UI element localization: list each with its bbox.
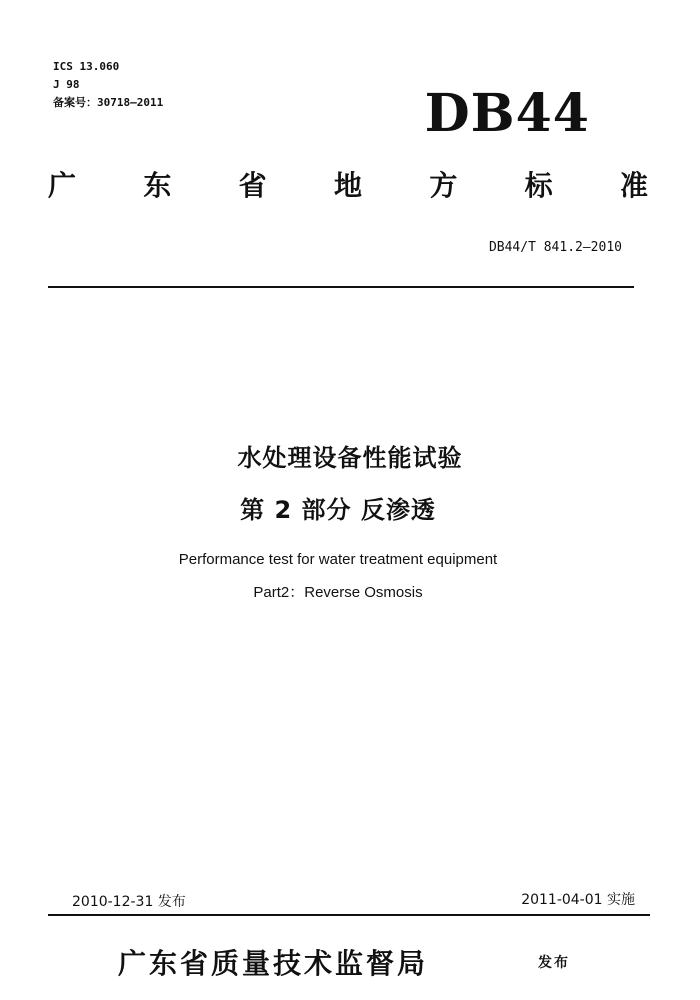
ics-code: ICS 13.060 xyxy=(53,60,120,73)
footer-divider xyxy=(48,914,650,916)
header-divider xyxy=(48,286,634,288)
implementation-date: 2011-04-01 实施 xyxy=(521,892,635,908)
chinese-title-line-2: 第 2 部分 反渗透 xyxy=(240,496,436,524)
title-char: 地 xyxy=(333,169,362,202)
title-char: 东 xyxy=(143,169,172,202)
j-code: J 98 xyxy=(53,78,80,91)
standard-category-title xyxy=(48,169,648,202)
publisher-name: 广东省质量技术监督局 xyxy=(118,947,429,980)
english-title-line-1: Performance test for water treatment equipment xyxy=(178,551,498,568)
standard-code: DB44/T 841.2—2010 xyxy=(488,240,622,255)
chinese-title-line-1: 水处理设备性能试验 xyxy=(237,444,463,472)
title-char: 方 xyxy=(429,169,458,202)
document-metadata xyxy=(53,58,163,112)
title-char: 标 xyxy=(524,169,553,202)
publish-label: 发布 xyxy=(538,955,570,971)
english-title-line-2: Part2：Reverse Osmosis xyxy=(253,584,423,601)
title-char: 省 xyxy=(238,169,267,202)
db44-logo: DB44 xyxy=(424,83,590,144)
record-number: 备案号：30718—2011 xyxy=(53,96,164,109)
title-char: 准 xyxy=(619,169,648,202)
title-char: 广 xyxy=(48,169,77,202)
issue-date: 2010-12-31 发布 xyxy=(72,894,186,910)
